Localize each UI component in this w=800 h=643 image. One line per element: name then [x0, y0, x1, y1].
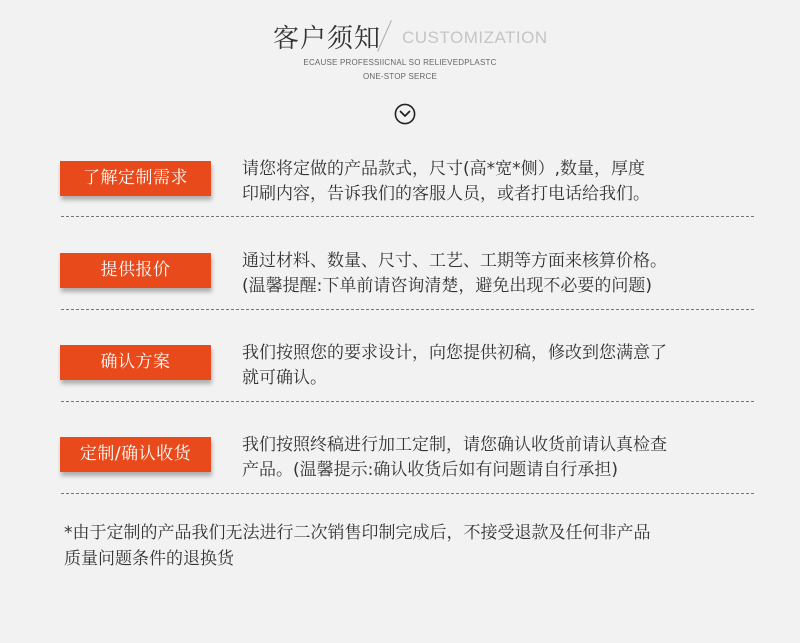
footer-note	[64, 520, 764, 572]
step-description-line: 印刷内容，告诉我们的客服人员，或者打电话给我们。	[242, 184, 650, 204]
step-description-line: 我们按照您的要求设计，向您提供初稿，修改到您满意了	[242, 343, 667, 363]
chevron-down-circle-icon	[394, 103, 416, 125]
dashed-divider	[61, 309, 754, 310]
step-description-line: 就可确认。	[242, 368, 327, 388]
step-description	[242, 249, 762, 299]
step-badge: 确认方案	[60, 345, 211, 380]
dashed-divider	[61, 401, 754, 402]
step-description-line: 请您将定做的产品款式，尺寸(高*宽*侧）,数量，厚度	[242, 159, 646, 179]
step-description	[242, 341, 762, 391]
footer-note-line: *由于定制的产品我们无法进行二次销售印制完成后，不接受退款及任何非产品	[64, 523, 651, 543]
step-description-line: 产品。(温馨提示:确认收货后如有问题请自行承担)	[242, 460, 618, 480]
page-title-english: CUSTOMIZATION	[402, 28, 548, 47]
step-description	[242, 433, 762, 483]
step-badge: 了解定制需求	[60, 161, 211, 196]
step-description-line: 我们按照终稿进行加工定制，请您确认收货前请认真检查	[242, 435, 667, 455]
footer-note-line: 质量问题条件的退换货	[64, 549, 234, 569]
step-badge: 提供报价	[60, 253, 211, 288]
dashed-divider	[61, 493, 754, 494]
page-subtitle	[0, 56, 800, 84]
dashed-divider	[61, 216, 754, 217]
step-description	[242, 157, 762, 207]
step-description-line: (温馨提醒:下单前请咨询清楚，避免出现不必要的问题)	[242, 276, 652, 296]
step-description-line: 通过材料、数量、尺寸、工艺、工期等方面来核算价格。	[242, 251, 667, 271]
page-title: 客户须知	[273, 24, 382, 54]
subtitle-line-2: ONE-STOP SERCE	[362, 72, 438, 81]
step-badge: 定制/确认收货	[60, 437, 211, 472]
subtitle-line-1: ECAUSE PROFESSIICNAL SO RELIEVEDPLASTC	[303, 58, 497, 67]
header	[0, 0, 800, 130]
